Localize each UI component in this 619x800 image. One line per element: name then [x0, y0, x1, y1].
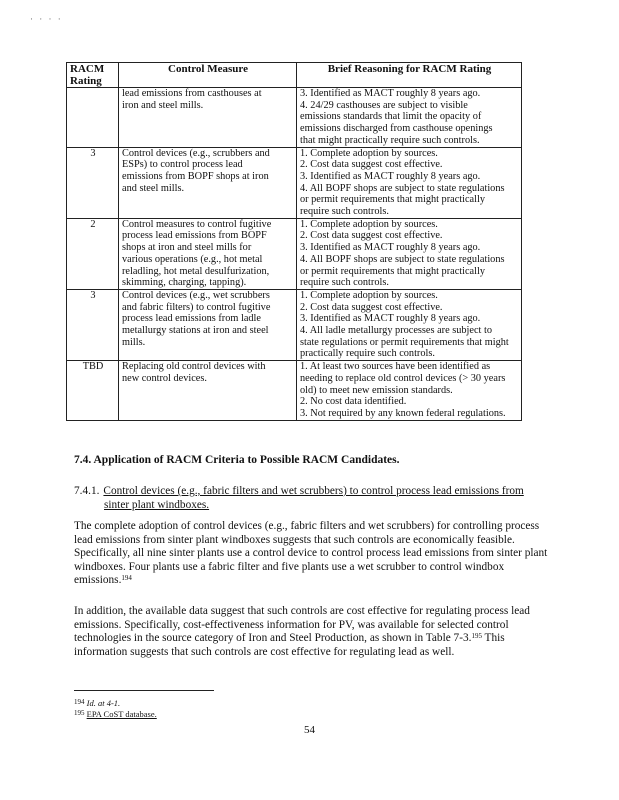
footnote-ref-194[interactable]: 194 — [121, 574, 132, 583]
brief-reasoning-cell — [297, 88, 522, 148]
control-measure-line: lead emissions from casthouses at — [122, 88, 262, 99]
table-row — [67, 361, 522, 421]
brief-reasoning-cell — [297, 289, 522, 360]
section-heading: 7.4. Application of RACM Criteria to Possible RACM Candidates. — [74, 454, 400, 466]
header-rating — [67, 63, 119, 88]
control-measure-line: Control devices (e.g., scrubbers and — [122, 147, 270, 159]
reasoning-line: 4. 24/29 casthouses are subject to visible — [300, 99, 468, 111]
reasoning-line: 1. Complete adoption by sources. — [300, 289, 438, 301]
footnote-195 — [74, 709, 157, 720]
control-measure-line: various operations (e.g., hot metal — [122, 253, 263, 265]
table-row — [67, 289, 522, 360]
control-measure-line: ESPs) to control process lead — [122, 159, 243, 171]
footnote-text: EPA CoST database. — [86, 709, 157, 719]
control-measure-line: Control measures to control fugitive — [122, 218, 272, 230]
subsection-title-line1: Control devices (e.g., fabric filters and wet scrubbers) to control process lead emissions from — [103, 485, 524, 497]
reasoning-line: practically require such controls. — [300, 348, 435, 360]
reasoning-line: 3. Identified as MACT roughly 8 years ago. — [300, 313, 481, 325]
control-measure-line: new control devices. — [122, 372, 207, 384]
control-measure-cell — [119, 361, 297, 421]
control-measure-line: and fabric filters) to control fugitive — [122, 301, 271, 313]
paragraph-2-line3-text: technologies in the source category of Iron and Steel Production, as shown in Table 7-3. — [74, 632, 472, 645]
paragraph-1-line: windboxes. Four plants use a fabric filter and five plants use a wet scrubber to control windbox — [74, 560, 505, 573]
reasoning-line: or permit requirements that might practically — [300, 265, 485, 277]
reasoning-line: require such controls. — [300, 277, 389, 289]
paragraph-2 — [74, 605, 574, 659]
reasoning-line: 1. Complete adoption by sources. — [300, 218, 438, 230]
paragraph-2-line: In addition, the available data suggest that such controls are cost effective for regulating process lead — [74, 605, 530, 617]
header-brief-reasoning: Brief Reasoning for RACM Rating — [297, 63, 522, 88]
control-measure-line: emissions from BOPF shops at iron — [122, 170, 269, 182]
control-measure-line: process lead emissions from BOPF — [122, 230, 267, 242]
control-measure-line: reladling, hot metal desulfurization, — [122, 265, 270, 277]
racm-table — [66, 62, 522, 421]
control-measure-line: and steel mills. — [122, 182, 185, 194]
table-row — [67, 88, 522, 148]
table-header-row — [67, 63, 522, 88]
reasoning-line: 4. All BOPF shops are subject to state regulations — [300, 253, 505, 265]
control-measure-cell — [119, 289, 297, 360]
reasoning-line: 3. Identified as MACT roughly 8 years ago. — [300, 242, 481, 254]
reasoning-line: old) to meet new emission standards. — [300, 384, 453, 396]
footnote-text: Id. at 4-1. — [86, 698, 121, 708]
control-measure-line: skimming, charging, tapping). — [122, 277, 247, 289]
table-row — [67, 147, 522, 218]
reasoning-line: 2. Cost data suggest cost effective. — [300, 159, 443, 171]
table-row — [67, 218, 522, 289]
reasoning-line: 3. Not required by any known federal regulations. — [300, 407, 506, 419]
brief-reasoning-cell — [297, 218, 522, 289]
paragraph-1-line: lead emissions from sinter plant windboxes suggests that such controls are economically feasible. — [74, 533, 515, 546]
reasoning-line: require such controls. — [300, 206, 389, 218]
table-body — [67, 88, 522, 421]
reasoning-line: 2. Cost data suggest cost effective. — [300, 230, 443, 242]
reasoning-line: or permit requirements that might practically — [300, 194, 485, 206]
paragraph-1 — [74, 520, 574, 588]
paragraph-1-line: The complete adoption of control devices (e.g., fabric filters and wet scrubbers) for controlling process — [74, 520, 540, 532]
reasoning-line: that might practically require such controls. — [300, 134, 480, 146]
paragraph-2-line: information suggests that such controls are cost effective for regulating lead as well. — [74, 645, 455, 658]
reasoning-line: needing to replace old control devices (> 30 years — [300, 372, 506, 384]
header-rating-line2: Rating — [70, 75, 102, 87]
control-measure-cell — [119, 147, 297, 218]
control-measure-line: metallurgy stations at iron and steel — [122, 325, 269, 337]
control-measure-line: process lead emissions from ladle — [122, 313, 261, 325]
paragraph-1-line: Specifically, all nine sinter plants use a control device to control process lead emissions from sinter plant — [74, 547, 548, 560]
reasoning-line: 2. Cost data suggest cost effective. — [300, 301, 443, 313]
control-measure-cell — [119, 88, 297, 148]
paragraph-2-line — [74, 632, 574, 646]
footnote-divider — [74, 690, 214, 691]
subsection-heading — [74, 484, 524, 512]
paragraph-1-last-line: emissions. — [74, 574, 122, 587]
brief-reasoning-cell — [297, 147, 522, 218]
control-measure-line: Replacing old control devices with — [122, 361, 266, 373]
reasoning-line: emissions discharged from casthouse openings — [300, 123, 493, 135]
header-control-measure: Control Measure — [119, 63, 297, 88]
racm-rating-cell: 3 — [67, 147, 119, 218]
reasoning-line: 4. All BOPF shops are subject to state regulations — [300, 182, 505, 194]
footnote-mark: 195 — [74, 709, 85, 717]
reasoning-line: 1. Complete adoption by sources. — [300, 147, 438, 159]
paragraph-2-line: emissions. Specifically, cost-effectiveness information for PV, was available for selected control — [74, 618, 509, 631]
footnotes — [74, 698, 157, 720]
control-measure-line: mills. — [122, 336, 146, 348]
subsection-title-line2: sinter plant windboxes. — [104, 499, 210, 511]
control-measure-cell — [119, 218, 297, 289]
reasoning-line: 1. At least two sources have been identified as — [300, 361, 491, 373]
footnote-ref-195[interactable]: 195 — [471, 632, 482, 641]
reasoning-line: 4. All ladle metallurgy processes are subject to — [300, 325, 492, 337]
reasoning-line: emissions standards that limit the opacity of — [300, 111, 482, 123]
racm-rating-cell: 3 — [67, 289, 119, 360]
reasoning-line: 3. Identified as MACT roughly 8 years ago. — [300, 170, 481, 182]
reasoning-line: 2. No cost data identified. — [300, 396, 407, 408]
subsection-number: 7.4.1. — [74, 485, 100, 497]
paragraph-2-line3-tail: This — [481, 632, 505, 645]
header-rating-line1: RACM — [70, 63, 105, 75]
reasoning-line: 3. Identified as MACT roughly 8 years ago. — [300, 88, 481, 99]
racm-rating-cell: TBD — [67, 361, 119, 421]
paragraph-1-line — [74, 574, 574, 588]
reasoning-line: state regulations or permit requirements that might — [300, 336, 509, 348]
control-measure-line: shops at iron and steel mills for — [122, 242, 252, 254]
footnote-194 — [74, 698, 157, 709]
footnote-mark: 194 — [74, 698, 85, 706]
racm-rating-cell — [67, 88, 119, 148]
control-measure-line: iron and steel mills. — [122, 99, 204, 111]
page-number: 54 — [304, 724, 315, 736]
racm-rating-cell: 2 — [67, 218, 119, 289]
brief-reasoning-cell — [297, 361, 522, 421]
corner-mark: · · · · — [30, 14, 63, 24]
control-measure-line: Control devices (e.g., wet scrubbers — [122, 289, 270, 301]
